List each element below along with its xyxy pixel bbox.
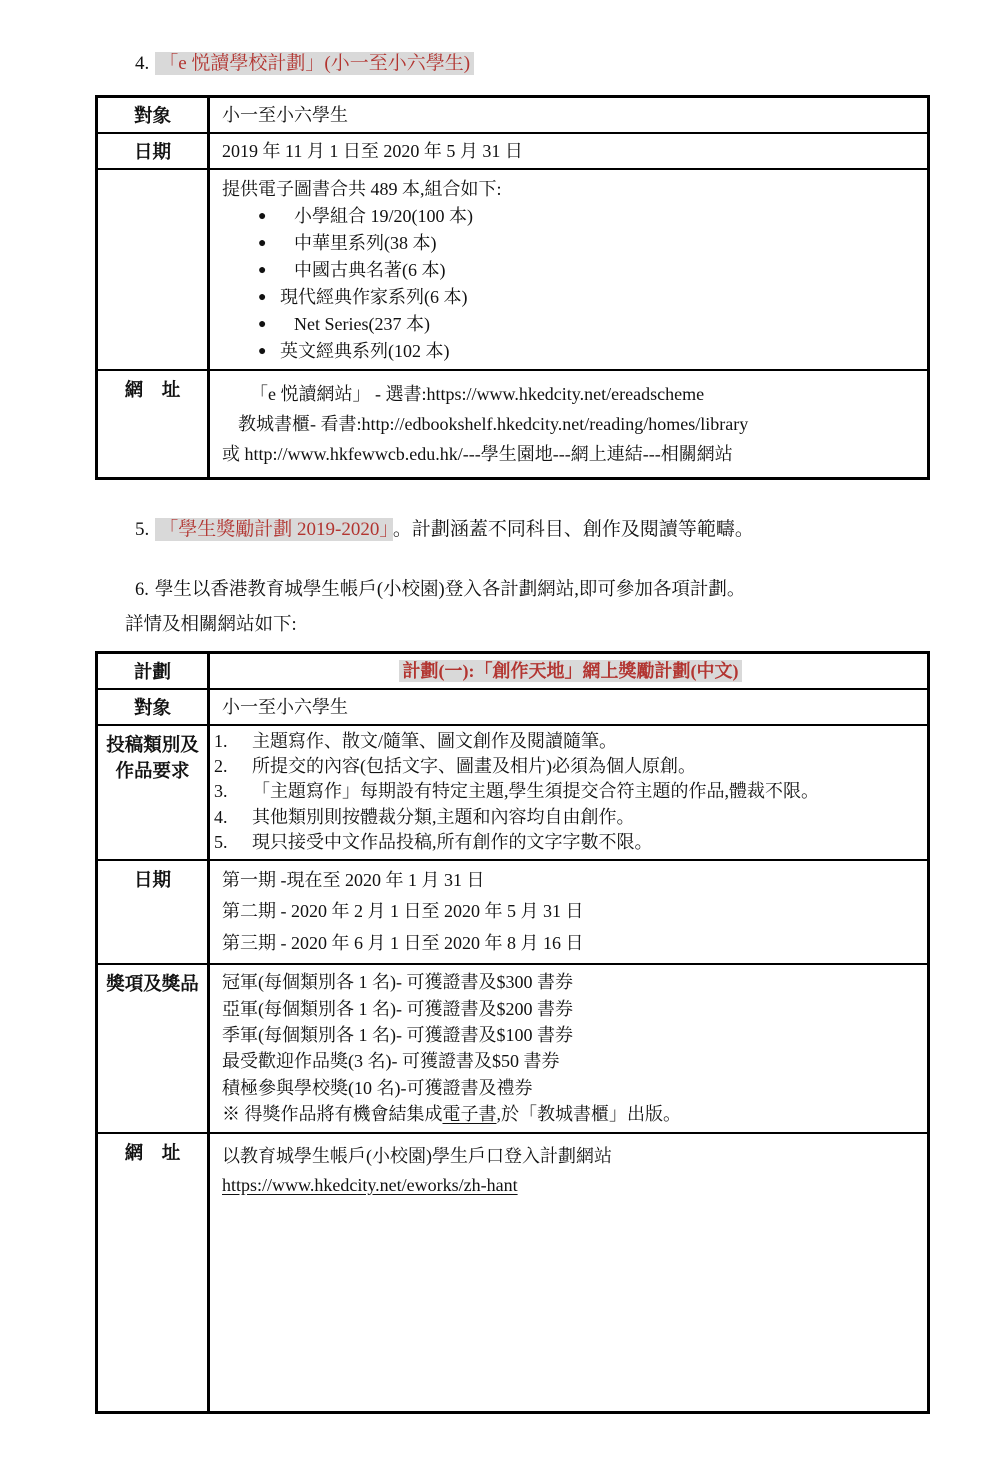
item-text: 所提交的內容(包括文字、圖畫及相片)必須為個人原創。 (252, 756, 696, 777)
row-label-date: 日期 (98, 861, 210, 963)
document-page (0, 50, 1000, 1464)
prize-line: 亞軍(每個類別各 1 名)- 可獲證書及$200 書券 (222, 998, 573, 1019)
section-5-title: 「學生獎勵計劃 2019-2020」 (155, 518, 393, 541)
prize-line: 冠軍(每個類別各 1 名)- 可獲證書及$300 書券 (222, 972, 573, 993)
row-value-categories (210, 726, 927, 859)
row-label-date: 日期 (98, 134, 210, 168)
list-item (222, 230, 919, 257)
label-line: 作品要求 (115, 762, 190, 782)
list-item (222, 257, 919, 284)
book-set-label: 英文經典系列(102 本) (280, 341, 450, 361)
row-label-url: 網 址 (98, 1134, 210, 1411)
row-value-date (210, 861, 927, 963)
row-label-prizes: 獎項及獎品 (98, 965, 210, 1131)
row-value-subject: 小一至小六學生 (222, 697, 348, 717)
row-value-url (210, 1134, 927, 1411)
note-text: ※ 得獎作品將有機會結集成 (222, 1104, 443, 1125)
book-set-label: Net Series(237 本) (294, 314, 430, 334)
item-text: 主題寫作、散文/隨筆、圖文創作及閱讀隨筆。 (252, 731, 617, 751)
item-text: 「主題寫作」每期設有特定主題,學生須提交合符主題的作品,體裁不限。 (252, 781, 819, 802)
row-label-subject: 對象 (98, 690, 210, 724)
book-set-label: 中華里系列(38 本) (294, 233, 437, 253)
ereads-scheme-table (95, 95, 930, 480)
list-item (214, 754, 919, 779)
list-item (214, 729, 919, 754)
item-number: 1. (214, 731, 228, 751)
prize-line: 最受歡迎作品獎(3 名)- 可獲證書及$50 書券 (222, 1051, 560, 1072)
list-item (214, 805, 919, 830)
section-6-text: 學生以香港教育城學生帳戶(小校園)登入各計劃網站,即可參加各項計劃。 (154, 580, 746, 600)
row-label-categories (98, 726, 210, 859)
list-item (214, 830, 919, 855)
url-line: 教城書櫃- 看書:http://edbookshelf.hkedcity.net/reading/homes/library (238, 414, 749, 434)
url-description: 以教育城學生帳戶(小校園)學生戶口登入計劃網站 (222, 1145, 612, 1166)
table-row-url (98, 1132, 927, 1411)
section-4-heading (135, 50, 1000, 78)
table-row-books (98, 168, 927, 369)
table-row-date (98, 859, 927, 963)
section-6-number: 6. (135, 580, 149, 600)
list-item (214, 779, 919, 804)
book-set-label: 小學組合 19/20(100 本) (294, 206, 473, 226)
books-intro: 提供電子圖書合共 489 本,組合如下: (222, 179, 502, 199)
book-set-label: 現代經典作家系列(6 本) (280, 287, 468, 307)
section-6-heading (135, 576, 1000, 604)
url-line: 或 http://www.hkfewwcb.edu.hk/---學生園地---網上連結---相關網站 (222, 444, 733, 464)
row-value-subject: 小一至小六學生 (222, 105, 348, 125)
list-item (222, 203, 919, 230)
row-label-url: 網 址 (98, 371, 210, 477)
section-5-number: 5. (135, 519, 150, 540)
bullet-icon: ● (258, 263, 267, 278)
list-item (222, 338, 919, 365)
row-label-books (98, 170, 210, 369)
section-5-text: 。計劃涵蓋不同科目、創作及閱讀等範疇。 (392, 519, 754, 540)
label-line: 投稿類別及 (106, 736, 199, 756)
section-5-heading (135, 516, 1000, 544)
list-item (222, 284, 919, 311)
date-period: 第三期 - 2020 年 6 月 1 日至 2020 年 8 月 16 日 (222, 932, 584, 953)
scheme-one-table (95, 651, 930, 1414)
table-row-categories (98, 724, 927, 859)
item-number: 3. (214, 781, 228, 802)
ebook-underlined-text: 電子書 (442, 1104, 497, 1125)
item-number: 2. (214, 756, 228, 777)
book-set-label: 中國古典名著(6 本) (294, 260, 446, 280)
plan-title: 計劃(一):「創作天地」網上獎勵計劃(中文) (399, 660, 743, 682)
section-4-number: 4. (135, 53, 150, 74)
eworks-link[interactable]: https://www.hkedcity.net/eworks/zh-hant (222, 1174, 518, 1195)
row-value-date: 2019 年 11 月 1 日至 2020 年 5 月 31 日 (222, 141, 523, 161)
row-label-subject: 對象 (98, 98, 210, 132)
prize-note (222, 1101, 919, 1127)
date-period: 第一期 -現在至 2020 年 1 月 31 日 (222, 870, 485, 891)
table-row-subject (98, 688, 927, 724)
row-value-plan (210, 654, 927, 688)
row-value-url (210, 371, 927, 477)
item-text: 其他類別則按體裁分類,主題和內容均自由創作。 (252, 806, 635, 827)
row-label-plan: 計劃 (98, 654, 210, 688)
section-6-subtext: 詳情及相關網站如下: (125, 615, 297, 635)
prize-line: 季軍(每個類別各 1 名)- 可獲證書及$100 書券 (222, 1025, 573, 1046)
bullet-icon: ● (258, 209, 267, 224)
row-value-books (210, 170, 927, 369)
table-row-prizes (98, 963, 927, 1131)
item-number: 4. (214, 806, 228, 827)
table-row-url (98, 369, 927, 477)
row-value-prizes (210, 965, 927, 1131)
table-row-date (98, 132, 927, 168)
prize-line: 積極參與學校獎(10 名)-可獲證書及禮券 (222, 1077, 533, 1098)
bullet-icon: ● (258, 290, 267, 305)
section-4-title: 「e 悦讀學校計劃」(小一至小六學生) (155, 52, 474, 75)
date-period: 第二期 - 2020 年 2 月 1 日至 2020 年 5 月 31 日 (222, 901, 584, 922)
list-item (222, 311, 919, 338)
bullet-icon: ● (258, 344, 267, 359)
url-line: 「e 悦讀網站」 - 選書:https://www.hkedcity.net/ereadscheme (250, 384, 705, 404)
bullet-icon: ● (258, 317, 267, 332)
item-text: 現只接受中文作品投稿,所有創作的文字字數不限。 (252, 831, 653, 852)
item-number: 5. (214, 831, 228, 852)
table-row-plan (98, 654, 927, 688)
bullet-icon: ● (258, 236, 267, 251)
note-text: ,於「教城書櫃」出版。 (496, 1104, 681, 1125)
table-row-subject (98, 98, 927, 132)
